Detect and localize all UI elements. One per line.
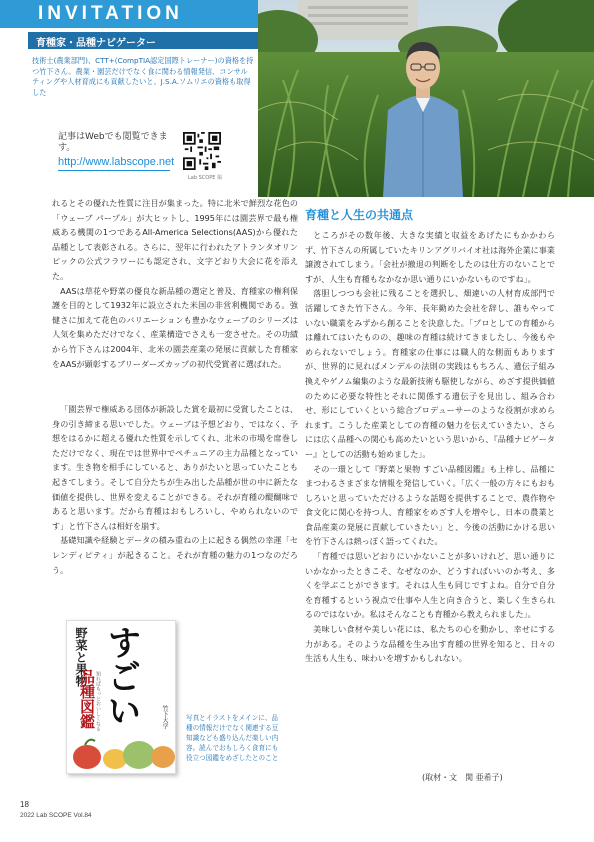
book-caption: 写真とイラストをメインに、品種の情報だけでなく関連する豆知識なども盛り込んだ楽しい内容。読んでおもしろく食育にも役立つ図鑑をめざしたとのこと xyxy=(186,714,279,762)
section-header xyxy=(0,0,258,28)
book-title-sub: 品種図鑑 xyxy=(78,669,96,729)
article-column-left-bottom xyxy=(52,402,298,577)
book-title-big: すごい xyxy=(101,625,141,727)
paragraph: その一環として『野菜と果物 すごい品種図鑑』も上梓し、品種にまつわるさまざまな情報を発信していく。「広く一般の方々にもおもしろいと思っていただけるような話題を提供することで、農作物や食文化に関心を持つ人、育種家をめざす人を増やし、日本の農業と食品産業の発展に貢献していきたい」と、今後の活動にかける思いを竹下さんは熱っぽく語ってくれた。 xyxy=(305,463,555,547)
paragraph: AASは草花や野菜の優良な新品種の選定と普及、育種家の権利保護を目的として1932年に設立された米国の非営利機関である。強健さに加えて花色のバリエーションも豊かなウェーブのシリーズは人気を集めただけでなく、産業構造でさえも一変させた。その功績から竹下さんは2004年、北米の園芸産業の発展に貢献した育種家をAASが顕彰するブリーダーズカップの初代受賞者に選ばれた。 xyxy=(52,285,298,369)
web-note: 記事はWebでも閲覧できます。 xyxy=(58,132,168,153)
paragraph: 美味しい食材や美しい花には、私たちの心を動かし、幸せにする力がある。そのような品種を生み出す育種の世界を知ると、日々の生活も人生も、味わいを増すかもしれない。 xyxy=(305,624,555,664)
paragraph: ところがその数年後、大きな実績と収益をあげたにもかかわらず、竹下さんの所属していたキリンアグリバイオ社は海外企業に事業譲渡されてしまう。「会社が撤退の判断をしたのは仕方のないことですが、人生も育種もなかなか思い通りにいかないものですね」。 xyxy=(305,230,555,284)
url-underline xyxy=(58,170,170,171)
fruit-illustration xyxy=(67,731,175,773)
author-credit: (取材・文 関 亜希子) xyxy=(422,773,503,782)
issue-label: 2022 Lab SCOPE Vol.84 xyxy=(20,812,92,819)
book-author: 竹下大学 xyxy=(161,705,168,729)
portrait-photo xyxy=(258,0,594,197)
subtitle-bar xyxy=(28,32,258,49)
paragraph: 基礎知識や経験とデータの積み重ねの上に起きる偶然の幸運「セレンディピティ」が起きること。それが育種の魅力の1つなのだろう。 xyxy=(52,535,298,575)
paragraph: 「園芸界で権威ある団体が新設した賞を最初に受賞したことは、身の引き締まる思いでした。ウェーブは予想どおり、ではなく、予想をはるかに超える優れた性質を示してくれ、北米の市場を席巻しただけでなく、現在では世界中でペチュニアの主力品種となっています。生き物を相手にしていると、ありがたいと思っていたことも起きてしまう。そして自分たちが生み出した品種が世の中に新たな価値を提供し、世界を変えることができる。それが育種の醍醐味であると思います。だから育種はおもしろいし、やめられないのです」と竹下さんは相好を崩す。 xyxy=(52,404,298,531)
qr-code-icon[interactable] xyxy=(183,132,221,170)
paragraph: 「育種では思いどおりにいかないことが多いけれど、思い通りにいかなかったときこそ、なぜなのか、どうすればいいのか考え、多くを学ぶことができます。それは人生も同じですよね。自分で自分を育種するという視点で仕事や人生と向き合うと、楽しく生きられるのではないか。私はそんなことも育種から教えられました」。 xyxy=(305,551,555,620)
paragraph: 落胆しつつも会社に残ることを選択し、畑違いの人材育成部門で活躍してきた竹下さん。今年、長年勤めた会社を辞し、誰もやっていない職業をみずから創ることを決意した。「プロとしての育種からは離れてはいたものの、趣味の育種は続けてきましたし、今後もやめられないでしょう。育種家の仕事には職人的な側面もありますが、世界的に見ればメンデルの法則の実践はもちろん、遺伝子組み換えやゲノム編集のような最新技術も駆使しながら、めざす提供価値のために必要な特性とそれに関係する遺伝子を見出し、組み合わせ、形にしていくという総合プロデューサーのような役割が求められます。こうした産業としての育種の魅力を伝えていきたい、さらには広く品種への関心も高めたいという思いから、『品種ナビゲーター』としての活動も始めました」。 xyxy=(305,288,555,459)
profile-caption: 技術士(農業部門)、CTT+(CompTIA認定国際トレーナー)の資格を持つ竹下さん。農業・園芸だけでなく食に関わる情報発信、コンサルティングや人材育成にも貢献したいと、J.S.A.ソムリエの資格も取得した xyxy=(32,56,254,97)
article-column-right xyxy=(305,228,555,666)
paragraph: れるとその優れた性質に注目が集まった。特に北米で鮮烈な花色の「ウェーブ パープル」が大ヒットし、1995年には園芸界で最も権威ある機関の1つであるAll-America Selections(AAS)から優れた品種として表彰される。さらに、翌年に行われたアトランタオリンピックの公式フラワーにも認定され、文字どおり大会に花を添えた。 xyxy=(52,198,298,281)
section-heading: 育種と人生の共通点 xyxy=(305,208,414,222)
section-title: INVITATION xyxy=(38,3,183,24)
web-url-link[interactable]: http://www.labscope.net xyxy=(58,156,175,168)
book-cover-image xyxy=(66,620,176,774)
article-column-left-top xyxy=(52,196,298,371)
book-tagline: 知ればもっとおいしくなる xyxy=(95,671,101,731)
book-kicker: 野菜と果物 xyxy=(74,627,88,687)
subtitle-text: 育種家・品種ナビゲーター xyxy=(36,38,156,49)
qr-caption: Lab SCOPE 掲 xyxy=(188,175,222,181)
page-number: 18 xyxy=(20,800,29,809)
